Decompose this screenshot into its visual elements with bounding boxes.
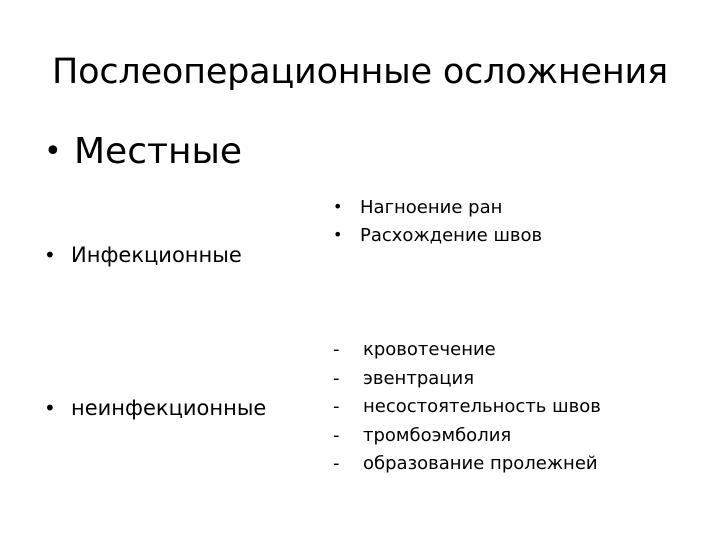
- bullet-marker: •: [333, 197, 343, 216]
- list-item-text: Нагноение ран: [360, 197, 503, 218]
- main-bullet-label: Местные: [74, 131, 243, 172]
- list-item: [333, 221, 542, 249]
- dash-marker: -: [333, 424, 340, 446]
- list-item: [333, 422, 601, 451]
- list-item: [333, 450, 601, 479]
- main-bullet: [44, 128, 242, 176]
- list-item-text: эвентрация: [363, 367, 475, 389]
- list-item-text: образование пролежней: [363, 453, 598, 474]
- category-noninfectious-label: неинфекционные: [71, 396, 267, 420]
- list-item: [333, 193, 542, 221]
- category-infectious: [44, 240, 242, 270]
- dash-marker: -: [333, 453, 340, 474]
- noninfectious-list: [333, 336, 601, 479]
- category-noninfectious: [44, 393, 266, 423]
- bullet-marker: •: [44, 134, 62, 169]
- list-item-text: тромбоэмболия: [363, 424, 512, 446]
- list-item-text: несостоятельность швов: [363, 396, 601, 417]
- category-infectious-label: Инфекционные: [71, 243, 242, 267]
- dash-marker: -: [333, 396, 340, 417]
- list-item: [333, 393, 601, 422]
- slide-title: Послеоперационные осложнения: [52, 52, 668, 92]
- list-item: [333, 365, 601, 394]
- list-item-text: кровотечение: [363, 339, 496, 360]
- bullet-marker: •: [333, 225, 343, 244]
- dash-marker: -: [333, 367, 340, 389]
- infectious-list: [333, 193, 542, 249]
- dash-marker: -: [333, 339, 340, 360]
- bullet-marker: •: [44, 243, 56, 267]
- bullet-marker: •: [44, 396, 56, 420]
- list-item: [333, 336, 601, 365]
- list-item-text: Расхождение швов: [360, 225, 543, 246]
